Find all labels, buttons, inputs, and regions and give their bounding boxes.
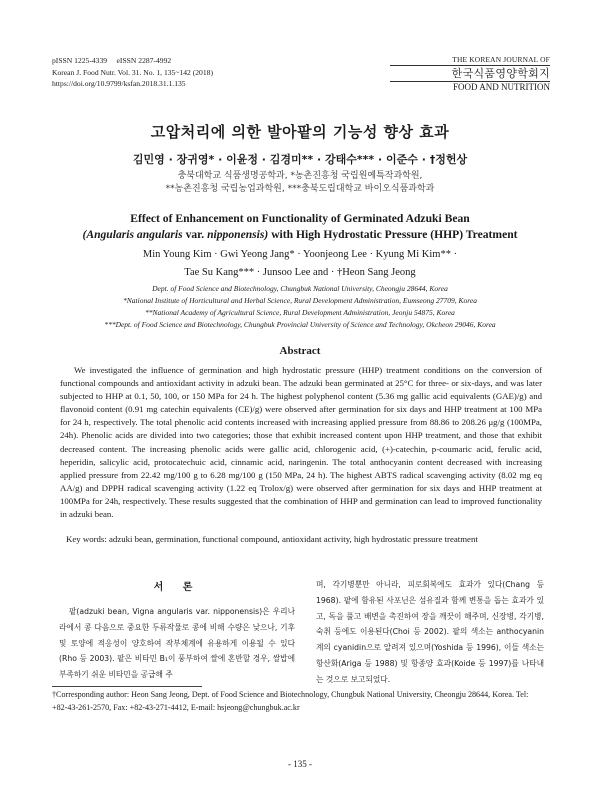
footnote-divider bbox=[52, 686, 202, 687]
title-english-rest: with High Hydrostatic Pressure (HHP) Treatment bbox=[271, 228, 518, 241]
affiliation-korean-2: **농촌진흥청 국립농업과학원, ***충북도립대학교 바이오식품과학과 bbox=[165, 184, 435, 194]
authors-english bbox=[0, 246, 600, 282]
issn-line: pISSN 1225-4339 eISSN 2287-4992 bbox=[52, 56, 172, 65]
title-english-line-2 bbox=[0, 227, 600, 243]
citation-meta bbox=[52, 55, 213, 90]
affiliation-english-2: *National Institute of Horticultural and Herbal Science, Rural Development Administration, Eumseong 27709, Korea bbox=[123, 296, 477, 305]
page-number: - 135 - bbox=[288, 759, 312, 769]
affiliation-english-1: Dept. of Food Science and Biotechnology, Chungbuk National University, Cheongju 28644, Korea bbox=[152, 284, 448, 293]
section-heading-introduction: 서 론 bbox=[153, 582, 201, 593]
intro-column-left: 팥(adzuki bean, Vigna angularis var. nipponensis)은 우리나라에서 콩 다음으로 중요한 두류작물로 콩에 비해 수량은 낮으나, 기후 및 토양에 적응성이 양호하여 작부체계에 유용하게 이용될 수 있다(Rho 등 2003). 팥은 비타민 B₁이 풍부하여 쌀에 혼반할 경우, 쌀밥에 부족하기 쉬운 비타민을 공급해 주 bbox=[59, 607, 295, 680]
title-english-line-1: Effect of Enhancement on Functionality of Germinated Adzuki Bean bbox=[130, 212, 470, 225]
citation-line: Korean J. Food Nutr. Vol. 31. No. 1, 135~142 (2018) bbox=[52, 67, 213, 77]
intro-column-right: 며, 각기병뿐만 아니라, 피로회복에도 효과가 있다(Chang 등 1968). 팥에 함유된 사포닌은 섬유질과 함께 변통을 돕는 효과가 있고, 독을 풀고 배변을 촉진하여 장을 깨끗이 해주며, 신장병, 각기병, 숙취 등에도 이용된다(Choi 등 2002). 팥의 색소는 anthocyanin계의 cyanidin으로 알려져 있으며(Yoshida 등 1996), 이들 색소는 항산화(Ariga 등 1988) 및 항종양 효과(Koide 등 1997)를 나타내는 것으로 보고되었다. bbox=[316, 580, 544, 684]
journal-name-ko: 한국식품영양학회지 bbox=[451, 67, 550, 80]
title-english bbox=[0, 211, 600, 243]
title-korean: 고압처리에 의한 발아팥의 기능성 향상 효과 bbox=[150, 123, 450, 141]
journal-name-en-top: THE KOREAN JOURNAL OF bbox=[390, 55, 550, 66]
species-variety: nipponensis) bbox=[207, 228, 269, 241]
authors-english-line-2: Tae Su Kang*** · Junsoo Lee and · †Heon Sang Jeong bbox=[184, 267, 416, 278]
journal-name-en-bottom: FOOD AND NUTRITION bbox=[390, 81, 550, 93]
abstract-body: We investigated the influence of germination and high hydrostatic pressure (HHP) treatment conditions on the conversion of functional compounds and antioxidant activity in adzuki bean. The adzuki bean germinated at 25°C for three- or six-days, and was later subjected to HHP at 0.1, 50, 100, or 150 MPa for 24 h. The highest polyphenol content (5.36 mg gallic acid equivalents (GAE)/g) and flavonoid content (0.91 mg catechin equivalents (CE)/g) were observed after germination for six days and HHP treatment at 100 MPa for 24 h, respectively. The total phenolic acid contents increased with increasing applied pressure from 88.86 to 208.26 μg/g (100MPa, 24h). Phenolic acids are divided into two categories; those that exhibit increased content upon HHP treatment, and those that exhibit decreased content. The increasing phenolic acids were gallic acid, chlorogenic acid, (+)-catechin, p-coumaric acid, ferulic acid, heperidin, salicylic acid, protocatechuic acid, cinnamic acid, naringenin. The total anthocyanin content decreased with increasing applied pressure from 22.42 mg/100 g to 6.28 mg/100 g (150 MPa, 24 h). The highest ABTS radical scavenging activity (8.02 mg eq AA/g) and DPPH radical scavenging activity (1.22 eq Trolox/g) were observed after germination for six days and HHP treatment at 100MPa for 24h, respectively. These results suggested that the combination of HHP and germination can lead to improved functionality in adzuki bean. bbox=[60, 365, 542, 520]
doi-link[interactable]: https://doi.org/10.9799/ksfan.2018.31.1.135 bbox=[52, 79, 186, 88]
abstract-heading: Abstract bbox=[279, 345, 321, 357]
authors-korean: 김민영 · 장귀영* · 이윤정 · 김경미** · 강태수*** · 이준수 · †정헌상 bbox=[132, 153, 468, 166]
affiliation-english-3: **National Academy of Agricultural Science, Rural Development Administration, Jeonju 54875, Korea bbox=[145, 308, 455, 317]
affiliation-korean-1: 충북대학교 식품생명공학과, *농촌진흥청 국립원예특작과학원, bbox=[177, 171, 423, 181]
corresponding-author-footnote: †Corresponding author: Heon Sang Jeong, Dept. of Food Science and Biotechnology, Chungbuk National University, Cheongju 28644, Korea. Tel: +82-43-261-2570, Fax: +82-43-271-4412, E-mail: hsjeong@chungbuk.ac.kr bbox=[52, 690, 529, 712]
species-var: var. bbox=[185, 228, 205, 241]
affiliation-english-4: ***Dept. of Food Science and Biotechnology, Chungbuk Provincial University of Science and Technology, Okcheon 29046, Korea bbox=[104, 320, 496, 329]
keywords: Key words: adzuki bean, germination, functional compound, antioxidant activity, high hydrostatic pressure treatment bbox=[66, 534, 478, 544]
authors-english-line-1: Min Young Kim · Gwi Yeong Jang* · Yoonjeong Lee · Kyung Mi Kim** · bbox=[142, 249, 458, 260]
species-name: (Angularis angularis bbox=[82, 228, 183, 241]
journal-logo bbox=[390, 55, 550, 93]
